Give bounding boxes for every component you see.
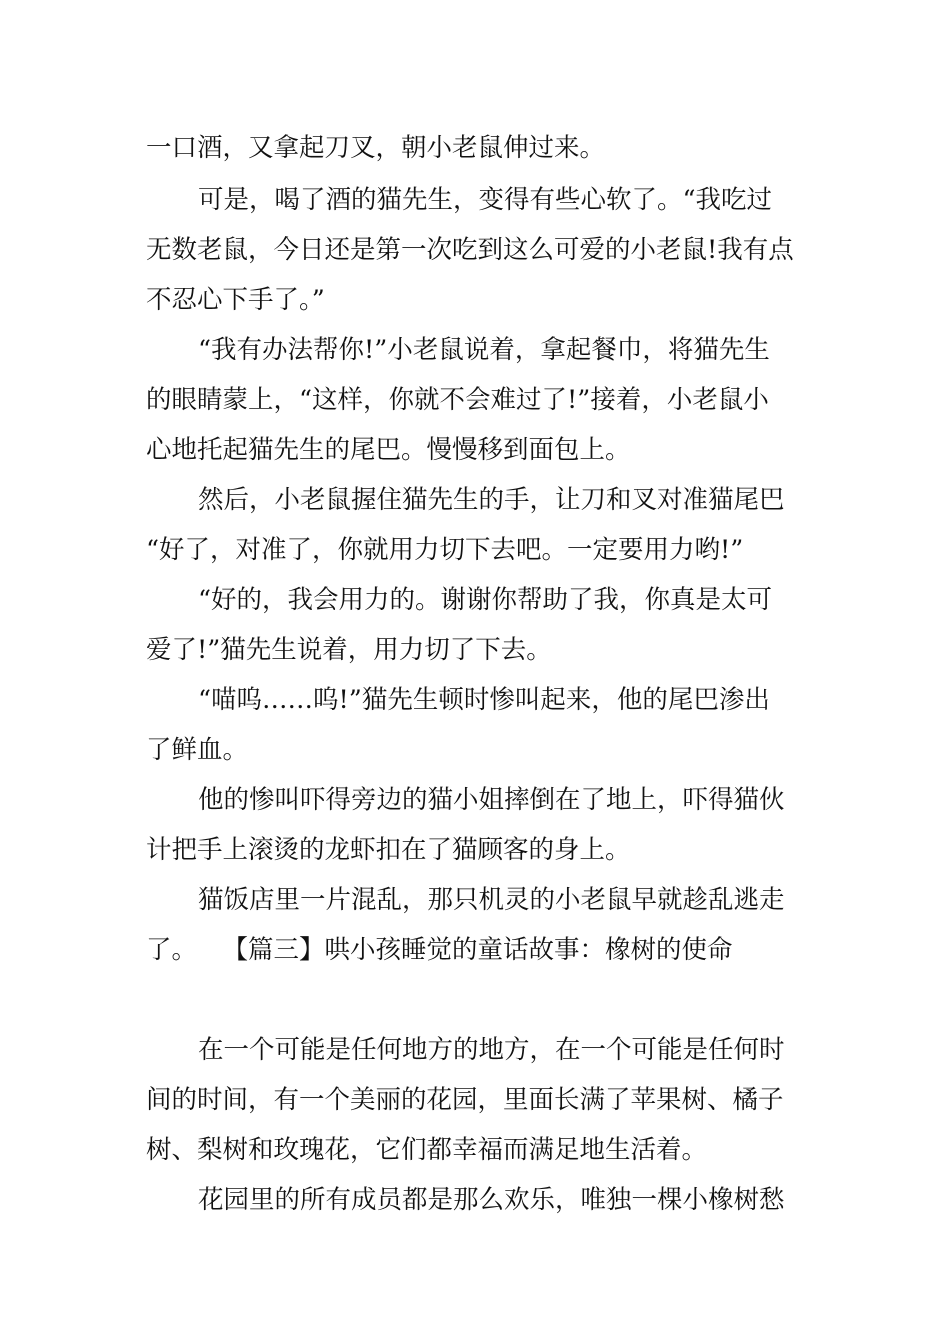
text-line: “我有办法帮你!”小老鼠说着，拿起餐巾，将猫先生 — [198, 335, 770, 365]
text-line: “好的，我会用力的。谢谢你帮助了我，你真是太可 — [198, 585, 773, 615]
text-line: 一口酒，又拿起刀叉，朝小老鼠伸过来。 — [146, 133, 606, 163]
text-line: 然后，小老鼠握住猫先生的手，让刀和叉对准猫尾巴 — [198, 485, 785, 515]
text-line: 了鲜血。 — [146, 735, 249, 765]
text-line: 计把手上滚烫的龙虾扣在了猫顾客的身上。 — [146, 835, 631, 865]
text-line: 间的时间，有一个美丽的花园，里面长满了苹果树、橘子 — [146, 1085, 784, 1115]
text-line: 在一个可能是任何地方的地方，在一个可能是任何时 — [198, 1035, 785, 1065]
text-line: 树、梨树和玫瑰花，它们都幸福而满足地生活着。 — [146, 1135, 708, 1165]
text-line: 的眼睛蒙上，“这样，你就不会难过了!”接着，小老鼠小 — [146, 385, 769, 415]
text-line: 无数老鼠，今日还是第一次吃到这么可爱的小老鼠!我有点 — [146, 235, 794, 265]
text-line: “好了，对准了，你就用力切下去吧。一定要用力哟!” — [146, 535, 744, 565]
text-line: 猫饭店里一片混乱，那只机灵的小老鼠早就趁乱逃走 — [198, 885, 785, 915]
text-line: 爱了!”猫先生说着，用力切了下去。 — [146, 635, 552, 665]
text-line: 心地托起猫先生的尾巴。慢慢移到面包上。 — [146, 435, 631, 465]
text-line: 可是，喝了酒的猫先生，变得有些心软了。“我吃过 — [198, 185, 773, 215]
text-line: 他的惨叫吓得旁边的猫小姐摔倒在了地上，吓得猫伙 — [198, 785, 785, 815]
text-line: 不忍心下手了。” — [146, 285, 325, 315]
section-heading-line: 了。 【篇三】哄小孩睡觉的童话故事：橡树的使命 — [146, 935, 733, 965]
text-line: 花园里的所有成员都是那么欢乐，唯独一棵小橡树愁 — [198, 1185, 785, 1215]
text-line: “喵呜……呜!”猫先生顿时惨叫起来，他的尾巴渗出 — [198, 685, 770, 715]
